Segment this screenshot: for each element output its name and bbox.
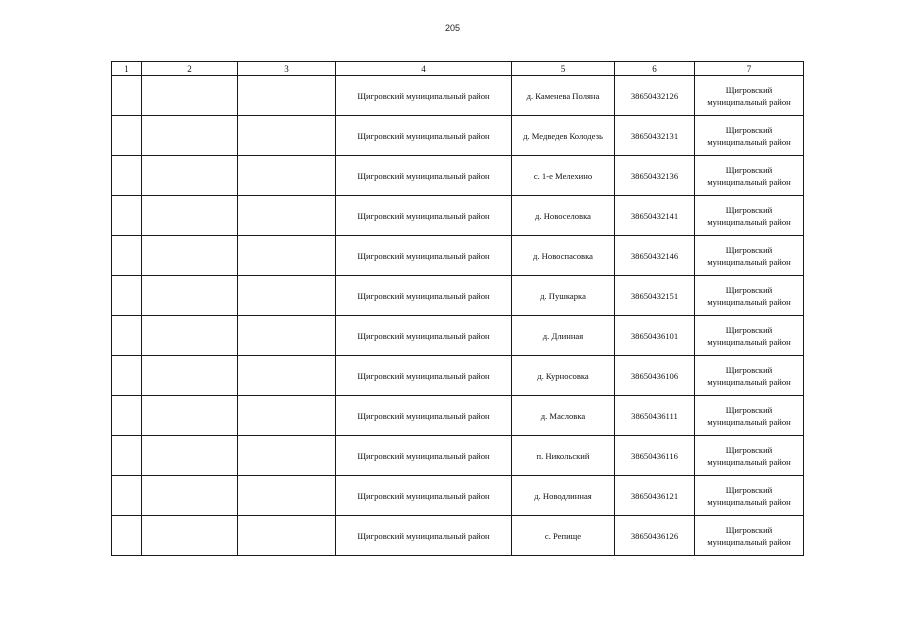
cell-col-2 <box>142 516 238 556</box>
cell-col-1 <box>112 236 142 276</box>
municipality-line-1: Щигровский <box>725 124 773 135</box>
cell-district: Щигровский муниципальный район <box>336 436 512 476</box>
cell-col-3 <box>238 196 336 236</box>
cell-col-3 <box>238 116 336 156</box>
cell-col-3 <box>238 156 336 196</box>
cell-col-1 <box>112 516 142 556</box>
cell-col-2 <box>142 156 238 196</box>
cell-col-1 <box>112 276 142 316</box>
cell-col-3 <box>238 436 336 476</box>
column-header-2: 2 <box>142 62 238 76</box>
cell-col-1 <box>112 76 142 116</box>
cell-settlement: д. Медведев Колодезь <box>512 116 615 156</box>
table-row <box>112 436 804 476</box>
table-row <box>112 516 804 556</box>
cell-municipality <box>695 436 804 476</box>
cell-col-1 <box>112 436 142 476</box>
cell-col-1 <box>112 396 142 436</box>
cell-settlement: д. Длинная <box>512 316 615 356</box>
cell-district: Щигровский муниципальный район <box>336 116 512 156</box>
cell-settlement: п. Никольский <box>512 436 615 476</box>
municipality-line-1: Щигровский <box>725 484 773 495</box>
municipality-line-2: муниципальный район <box>707 456 791 467</box>
column-header-4: 4 <box>336 62 512 76</box>
cell-col-1 <box>112 116 142 156</box>
cell-oktmo-code: 38650432136 <box>615 156 695 196</box>
cell-col-1 <box>112 196 142 236</box>
cell-col-3 <box>238 316 336 356</box>
municipality-line-2: муниципальный район <box>707 96 791 107</box>
cell-settlement: д. Новоселовка <box>512 196 615 236</box>
cell-settlement: д. Пушкарка <box>512 276 615 316</box>
table-row <box>112 476 804 516</box>
cell-district: Щигровский муниципальный район <box>336 196 512 236</box>
municipality-line-2: муниципальный район <box>707 136 791 147</box>
cell-col-2 <box>142 196 238 236</box>
cell-col-3 <box>238 76 336 116</box>
cell-settlement: д. Курносовка <box>512 356 615 396</box>
cell-settlement: д. Масловка <box>512 396 615 436</box>
municipality-line-2: муниципальный район <box>707 376 791 387</box>
cell-municipality <box>695 156 804 196</box>
column-header-7: 7 <box>695 62 804 76</box>
cell-district: Щигровский муниципальный район <box>336 396 512 436</box>
municipality-line-1: Щигровский <box>725 324 773 335</box>
cell-oktmo-code: 38650436116 <box>615 436 695 476</box>
cell-settlement: д. Каменева Поляна <box>512 76 615 116</box>
table-header-row <box>112 62 804 76</box>
municipality-line-1: Щигровский <box>725 84 773 95</box>
table-row <box>112 276 804 316</box>
cell-municipality <box>695 476 804 516</box>
registry-table <box>111 61 804 556</box>
page-number: 205 <box>444 23 461 33</box>
cell-district: Щигровский муниципальный район <box>336 516 512 556</box>
municipality-line-2: муниципальный район <box>707 536 791 547</box>
table-body <box>112 76 804 556</box>
table-row <box>112 116 804 156</box>
table-row <box>112 196 804 236</box>
cell-municipality <box>695 276 804 316</box>
municipality-line-2: муниципальный район <box>707 336 791 347</box>
municipality-line-2: муниципальный район <box>707 176 791 187</box>
cell-oktmo-code: 38650432141 <box>615 196 695 236</box>
cell-col-3 <box>238 516 336 556</box>
municipality-line-1: Щигровский <box>725 524 773 535</box>
cell-col-1 <box>112 156 142 196</box>
cell-col-3 <box>238 356 336 396</box>
cell-district: Щигровский муниципальный район <box>336 356 512 396</box>
cell-district: Щигровский муниципальный район <box>336 476 512 516</box>
cell-district: Щигровский муниципальный район <box>336 76 512 116</box>
cell-oktmo-code: 38650432126 <box>615 76 695 116</box>
cell-col-2 <box>142 436 238 476</box>
cell-col-2 <box>142 276 238 316</box>
table-row <box>112 316 804 356</box>
cell-municipality <box>695 516 804 556</box>
cell-municipality <box>695 356 804 396</box>
municipality-line-1: Щигровский <box>725 404 773 415</box>
cell-col-2 <box>142 316 238 356</box>
cell-col-2 <box>142 396 238 436</box>
table-row <box>112 156 804 196</box>
cell-settlement: д. Новодлинная <box>512 476 615 516</box>
cell-municipality <box>695 236 804 276</box>
cell-col-2 <box>142 356 238 396</box>
municipality-line-1: Щигровский <box>725 164 773 175</box>
municipality-line-1: Щигровский <box>725 204 773 215</box>
cell-municipality <box>695 116 804 156</box>
municipality-line-1: Щигровский <box>725 364 773 375</box>
cell-municipality <box>695 76 804 116</box>
cell-col-3 <box>238 396 336 436</box>
column-header-1: 1 <box>112 62 142 76</box>
table-row <box>112 356 804 396</box>
cell-col-1 <box>112 316 142 356</box>
cell-oktmo-code: 38650432151 <box>615 276 695 316</box>
municipality-line-2: муниципальный район <box>707 256 791 267</box>
municipality-line-2: муниципальный район <box>707 496 791 507</box>
cell-col-2 <box>142 476 238 516</box>
municipality-line-1: Щигровский <box>725 444 773 455</box>
cell-settlement: с. Репище <box>512 516 615 556</box>
municipality-line-2: муниципальный район <box>707 216 791 227</box>
cell-settlement: с. 1-е Мелехино <box>512 156 615 196</box>
cell-municipality <box>695 316 804 356</box>
cell-oktmo-code: 38650436101 <box>615 316 695 356</box>
cell-district: Щигровский муниципальный район <box>336 156 512 196</box>
cell-col-1 <box>112 476 142 516</box>
cell-col-3 <box>238 476 336 516</box>
cell-oktmo-code: 38650432146 <box>615 236 695 276</box>
cell-municipality <box>695 196 804 236</box>
cell-col-1 <box>112 356 142 396</box>
cell-oktmo-code: 38650432131 <box>615 116 695 156</box>
municipality-line-1: Щигровский <box>725 244 773 255</box>
cell-settlement: д. Новоспасовка <box>512 236 615 276</box>
cell-oktmo-code: 38650436126 <box>615 516 695 556</box>
cell-district: Щигровский муниципальный район <box>336 236 512 276</box>
cell-oktmo-code: 38650436111 <box>615 396 695 436</box>
table-row <box>112 236 804 276</box>
municipality-line-1: Щигровский <box>725 284 773 295</box>
cell-col-3 <box>238 276 336 316</box>
municipality-line-2: муниципальный район <box>707 296 791 307</box>
cell-col-2 <box>142 236 238 276</box>
column-header-3: 3 <box>238 62 336 76</box>
cell-col-2 <box>142 116 238 156</box>
table-row <box>112 76 804 116</box>
cell-col-3 <box>238 236 336 276</box>
cell-municipality <box>695 396 804 436</box>
cell-col-2 <box>142 76 238 116</box>
cell-district: Щигровский муниципальный район <box>336 316 512 356</box>
cell-oktmo-code: 38650436121 <box>615 476 695 516</box>
municipality-line-2: муниципальный район <box>707 416 791 427</box>
cell-oktmo-code: 38650436106 <box>615 356 695 396</box>
column-header-6: 6 <box>615 62 695 76</box>
table-row <box>112 396 804 436</box>
column-header-5: 5 <box>512 62 615 76</box>
cell-district: Щигровский муниципальный район <box>336 276 512 316</box>
